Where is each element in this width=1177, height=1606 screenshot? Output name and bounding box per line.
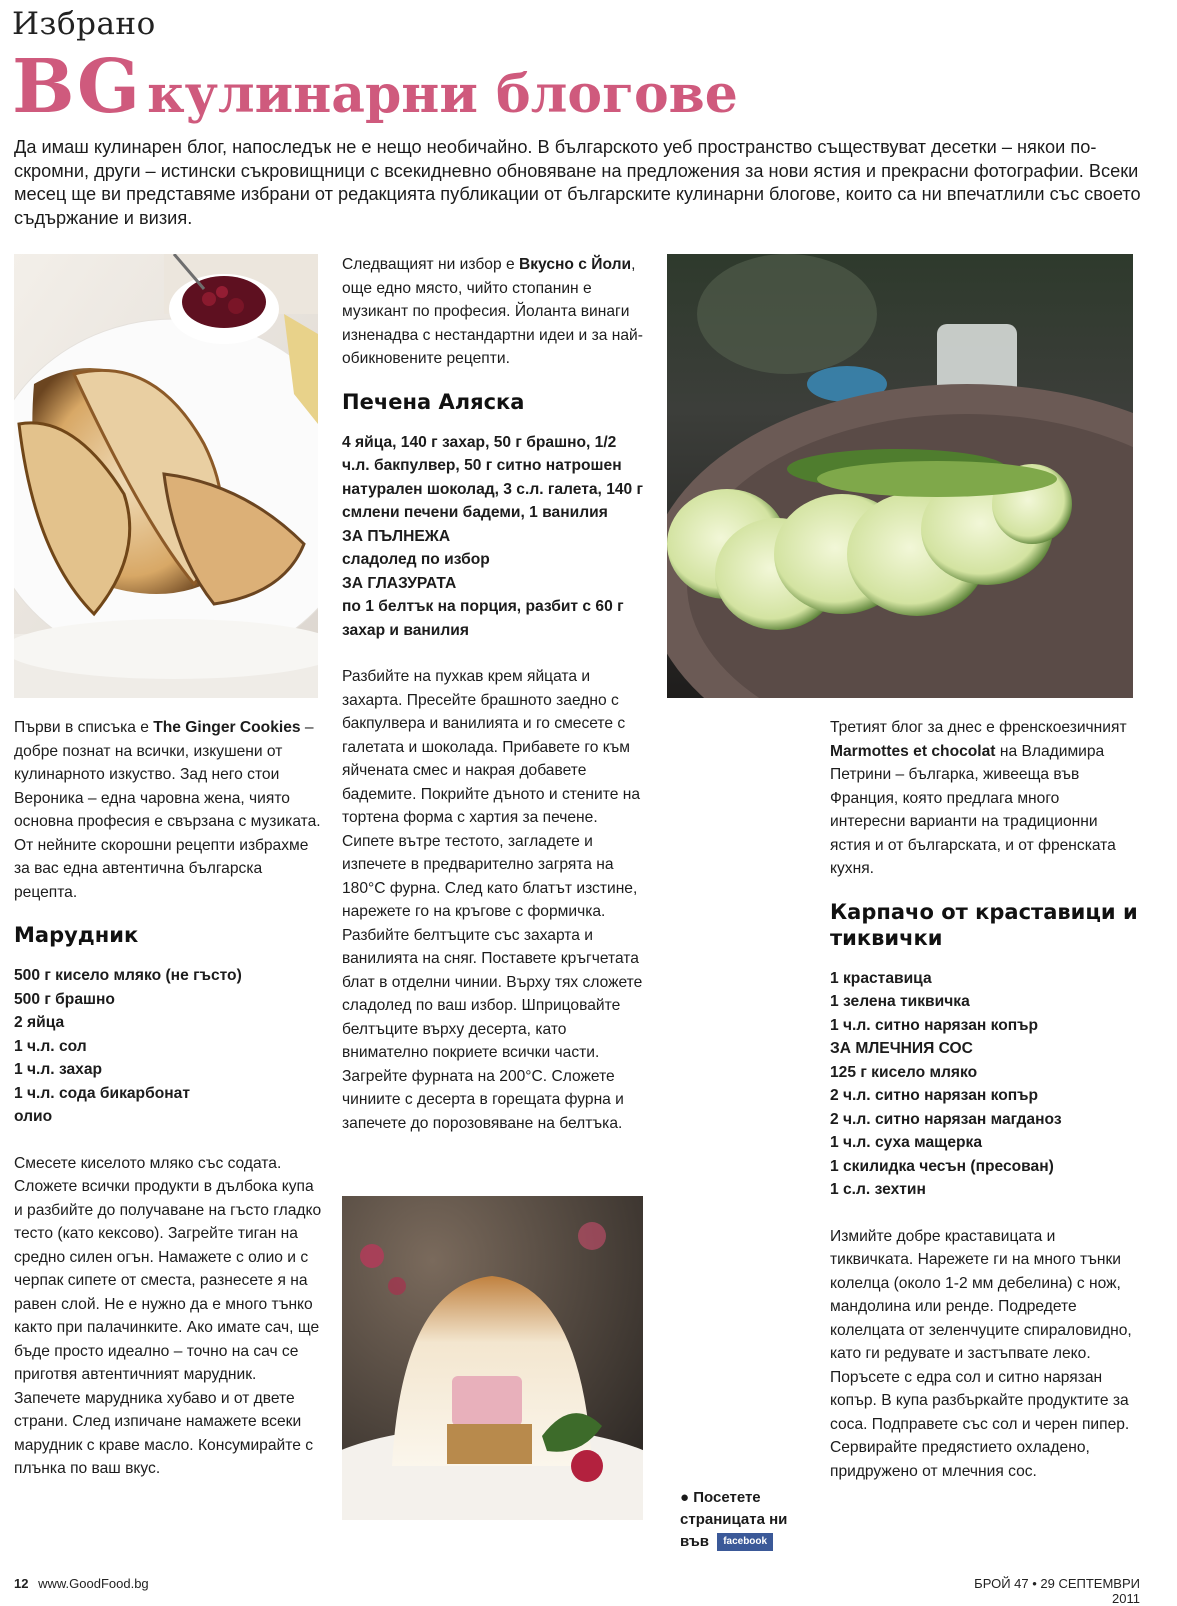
ingredients-list-3 (830, 967, 1138, 1202)
headline-bg: BG (12, 44, 142, 130)
column-1 (14, 716, 324, 1481)
ingredient: 4 яйца, 140 г захар, 50 г брашно, 1/2 ч.л. бакпулвер, 50 г ситно натрошен натурален шоколад, 3 с.л. галета, 140 г смлени печени бадеми, 1 ванилия (342, 433, 644, 521)
ingredients-list-1 (14, 964, 324, 1129)
recipe-title-carpaccio: Карпачо от краставици и тиквички (830, 899, 1138, 950)
ingredient: сладолед по избор (342, 551, 490, 568)
headline-rest: кулинарни блогове (147, 64, 738, 125)
issue-info: БРОЙ 47 • 29 СЕПТЕМВРИ 2011 (974, 1576, 1140, 1606)
page-headline (12, 44, 738, 130)
baked-alaska-photo (342, 1196, 643, 1520)
column-3 (830, 716, 1138, 1483)
column-2 (342, 253, 646, 1135)
ingredient: 1 зелена тиквичка (830, 993, 970, 1010)
ingredient: 1 ч.л. захар (14, 1061, 103, 1078)
col1-method: Смесете киселото мляко със содата. Сложете всички продукти в дълбока купа и разбийте до получаване на гъсто гладко тесто (като кексово). Загрейте тиган на средно силен огън. Намажете с олио и с черпак сипете от сместа, разнесете я на равен слой. Не е нужно да е много тънко както при палачинките. Ако имате сач, ще бъде просто идеално – точно на сач се приготвя автентичният марудник. Запечете марудника хубаво и от двете страни. След изпичане намажете всеки марудник с краве масло. Консумирайте с плънка по ваш вкус. (14, 1154, 322, 1477)
ingredient: 1 скилидка чесън (пресован) (830, 1157, 1054, 1175)
col3-intro: Третият блог за днес е френскоезичният Marmottes et chocolat на Владимира Петрини – българка, живееща във Франция, която предлага много интересни варианти на традиционни ястия и от българската, и от френската кухня. (830, 719, 1127, 877)
col3-method: Измийте добре краставицата и тиквичката. Нарежете ги на много тънки колелца (около 1-2 мм дебелина) с нож, мандолина или ренде. Подредете колелцата от зеленчуците спираловидно, като ги редувате и застъпвате леко. Поръсете с едра сол и ситно нарязан копър. В купа разбъркайте продуктите за соса. Подправете със сол и черен пипер. Сервирайте предястието охладено, придружено от млечния сос. (830, 1227, 1132, 1480)
ingredient: 1 ч.л. сол (14, 1037, 87, 1055)
recipe-title-marudnik: Марудник (14, 923, 139, 947)
ingredient: по 1 белтък на порция, разбит с 60 г захар и ванилия (342, 598, 624, 639)
recipe-title-baked-alaska: Печена Аляска (342, 389, 525, 414)
ingredient: 500 г брашно (14, 990, 115, 1008)
ingredients-list-2 (342, 431, 646, 643)
ingredient: 1 ч.л. суха мащерка (830, 1134, 983, 1151)
carpaccio-photo (667, 254, 1133, 698)
page-number: 12 (14, 1576, 29, 1591)
blog-name-ginger-cookies: The Ginger Cookies (153, 719, 301, 736)
intro-paragraph: Да имаш кулинарен блог, напоследък не е нещо необичайно. В българското уеб пространство съществуват десетки – някои по-скромни, други – истински съкровищници с всекидневно обновяване на предложения за нови ястия и прекрасни фотографии. Всеки месец ще ви представяме избрани от редакцията публикации от българските кулинарни блогове, които са ни впечатлили със своето съдържание и визия. (14, 137, 1141, 228)
ingredient: 2 ч.л. ситно нарязан копър (830, 1087, 1039, 1104)
col2-intro: Следващият ни избор е Вкусно с Йоли, още едно място, чийто стопанин е музикант по професия. Йоланта винаги изненадва с нестандартни идеи и за най-обикновените рецепти. (342, 256, 643, 367)
facebook-logo[interactable]: facebook (717, 1533, 773, 1551)
website-link[interactable]: www.GoodFood.bg (38, 1576, 149, 1591)
ingredient: олио (14, 1108, 53, 1125)
ingredient: 125 г кисело мляко (830, 1063, 978, 1081)
ingredient: 1 ч.л. ситно нарязан копър (830, 1016, 1039, 1034)
ingredient: 2 яйца (14, 1014, 65, 1031)
ingredient: 1 ч.л. сода бикарбонат (14, 1084, 190, 1102)
blog-name-vkusno-s-yoli: Вкусно с Йоли (518, 256, 632, 273)
facebook-note[interactable] (680, 1487, 820, 1553)
footer-left (14, 1576, 149, 1591)
ingredient-heading: ЗА МЛЕЧНИЯ СОС (830, 1040, 973, 1057)
blog-name-marmottes: Marmottes et chocolat (830, 742, 996, 760)
col2-method: Разбийте на пухкав крем яйцата и захарта. Пресейте брашното заедно с бакпулвера и ванилията и го смесете с галетата и шоколада. Прибавете го към яйчената смес и накрая добавете бадемите. Покрийте дъното и стените на тортена форма с хартия за печене. Сипете вътре тестото, загладете и изпечете в предварително загрята на 180°С фурна. След като блатът изстине, нарежете го на кръгове с формичка. Разбийте белтъците със захарта и ванилията на сняг. Поставете кръгчетата блат в отделни чинии. Върху тях сложете сладолед по ваш избор. Шприцовайте белтъците върху десерта, като внимателно покриете всички части. Загрейте фурната на 200°С. Сложете чиниите с десерта в горещата фурна и запечете до порозовяване на белтъка. (342, 668, 643, 1132)
section-title: Избрано (12, 6, 156, 42)
ingredient: 2 ч.л. ситно нарязан магданоз (830, 1110, 1062, 1128)
ingredient-heading: ЗА ПЪЛНЕЖА (342, 527, 451, 545)
ingredient-heading: ЗА ГЛАЗУРАТА (342, 574, 457, 592)
ingredient: 1 краставица (830, 969, 932, 987)
col1-intro: Първи в списъка е The Ginger Cookies – добре познат на всички, изкушени от кулинарното изкуство. Зад него стои Вероника – една чаровна жена, чиято основна професия е свързана с музиката. От нейните скорошни рецепти избрахме за вас една автентична българска рецепта. (14, 719, 321, 901)
ingredient: 1 с.л. зехтин (830, 1181, 926, 1198)
ingredient: 500 г кисело мляко (не гъсто) (14, 967, 242, 984)
crepes-photo (14, 254, 318, 698)
facebook-note-text: Посетете страницата ни във (680, 1489, 788, 1550)
bullet-icon: ● (680, 1489, 690, 1506)
